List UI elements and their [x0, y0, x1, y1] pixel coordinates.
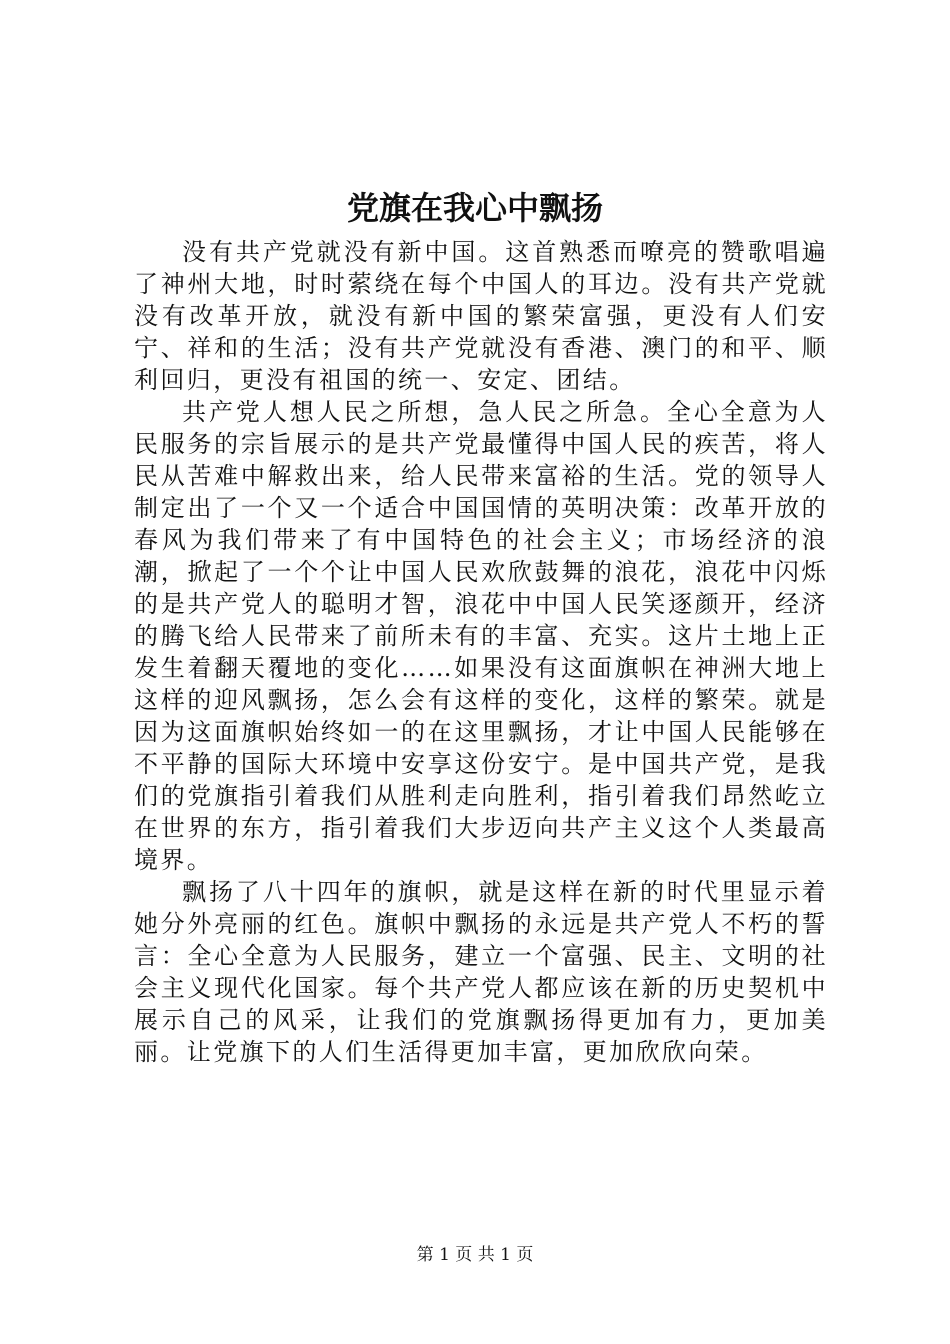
paragraph-1: 没有共产党就没有新中国。这首熟悉而嘹亮的赞歌唱遍了神州大地，时时萦绕在每个中国人的耳边。没有共产党就没有改革开放，就没有新中国的繁荣富强，更没有人们安宁、祥和的生活；没有共产党就没有香港、澳门的和平、顺利回归，更没有祖国的统一、安定、团结。 — [134, 238, 828, 394]
paragraph-2: 共产党人想人民之所想，急人民之所急。全心全意为人民服务的宗旨展示的是共产党最懂得中国人民的疾苦，将人民从苦难中解救出来，给人民带来富裕的生活。党的领导人制定出了一个又一个适合中国国情的英明决策：改革开放的春风为我们带来了有中国特色的社会主义；市场经济的浪潮，掀起了一个个让中国人民欢欣鼓舞的浪花，浪花中闪烁的是共产党人的聪明才智，浪花中中国人民笑逐颜开，经济的腾飞给人民带来了前所未有的丰富、充实。这片土地上正发生着翻天覆地的变化……如果没有这面旗帜在神洲大地上这样的迎风飘扬，怎么会有这样的变化，这样的繁荣。就是因为这面旗帜始终如一的在这里飘扬，才让中国人民能够在不平静的国际大环境中安享这份安宁。是中国共产党，是我们的党旗指引着我们从胜利走向胜利，指引着我们昂然屹立在世界的东方，指引着我们大步迈向共产主义这个人类最高境界。 — [134, 398, 828, 874]
paragraph-3: 飘扬了八十四年的旗帜，就是这样在新的时代里显示着她分外亮丽的红色。旗帜中飘扬的永远是共产党人不朽的誓言：全心全意为人民服务，建立一个富强、民主、文明的社会主义现代化国家。每个共产党人都应该在新的历史契机中展示自己的风采，让我们的党旗飘扬得更加有力，更加美丽。让党旗下的人们生活得更加丰富，更加欣欣向荣。 — [134, 878, 828, 1066]
document-body — [134, 236, 828, 1068]
document-title: 党旗在我心中飘扬 — [346, 189, 603, 227]
page-footer: 第 1 页 共 1 页 — [416, 1245, 534, 1265]
